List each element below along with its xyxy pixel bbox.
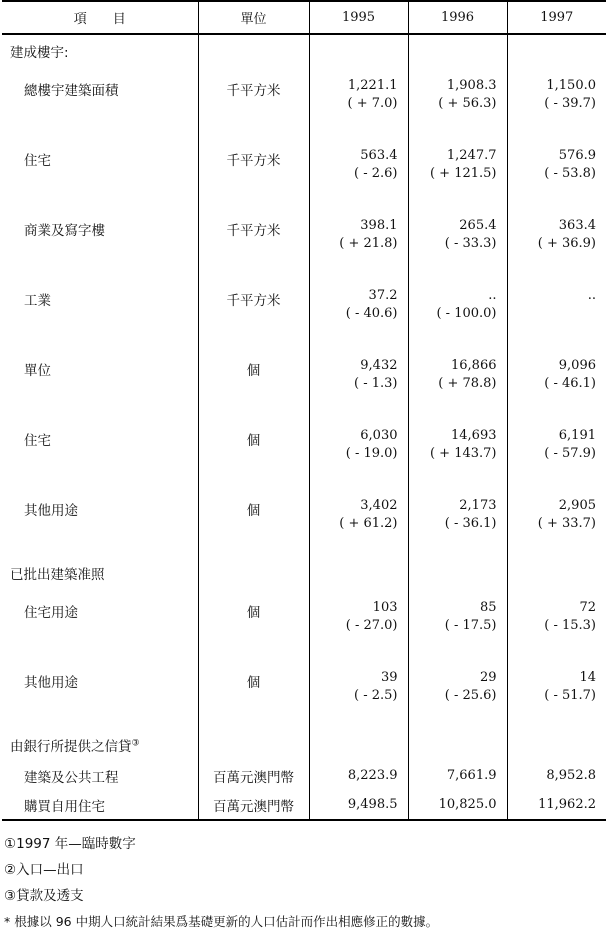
percent-change: ( - 100.0) bbox=[436, 306, 497, 321]
row-label: 商業及寫字樓 bbox=[2, 207, 198, 277]
value: 29 bbox=[479, 670, 497, 685]
value: 103 bbox=[372, 600, 398, 615]
percent-change: ( - 15.3) bbox=[544, 618, 596, 633]
value-cell bbox=[408, 277, 507, 347]
percent-change: ( + 121.5) bbox=[429, 166, 497, 181]
table-header-row bbox=[2, 1, 606, 34]
header-item: 項 目 bbox=[2, 1, 198, 34]
section-row bbox=[2, 34, 606, 67]
value: 16,866 bbox=[451, 358, 497, 373]
value-cell bbox=[309, 277, 408, 347]
row-label: 總樓宇建築面積 bbox=[2, 67, 198, 137]
section-title-text: 已批出建築准照 bbox=[10, 567, 105, 583]
value-cell bbox=[507, 67, 606, 137]
table-row bbox=[2, 347, 606, 417]
row-unit: 千平方米 bbox=[198, 137, 309, 207]
value-cell bbox=[309, 589, 408, 659]
percent-change: ( - 17.5) bbox=[444, 618, 497, 633]
footnote: * 根據以 96 中期人口統計結果爲基礎更新的人口估計而作出相應修正的數據。 bbox=[4, 914, 439, 929]
table-row bbox=[2, 207, 606, 277]
row-label: 其他用途 bbox=[2, 487, 198, 557]
percent-change: ( + 33.7) bbox=[537, 516, 596, 531]
value-cell bbox=[507, 207, 606, 277]
percent-change: ( + 36.9) bbox=[537, 236, 596, 251]
value-cell bbox=[408, 137, 507, 207]
value-cell bbox=[408, 790, 507, 820]
table-row bbox=[2, 417, 606, 487]
table-row bbox=[2, 659, 606, 729]
value-cell bbox=[408, 761, 507, 790]
percent-change: ( - 51.7) bbox=[544, 688, 596, 703]
percent-change: ( + 21.8) bbox=[339, 236, 398, 251]
percent-change: ( - 36.1) bbox=[444, 516, 497, 531]
value: 1,247.7 bbox=[446, 148, 497, 163]
value-cell bbox=[507, 417, 606, 487]
section-title bbox=[2, 557, 198, 589]
value: 8,223.9 bbox=[347, 767, 398, 783]
percent-change: ( - 33.3) bbox=[444, 236, 497, 251]
value: 9,498.5 bbox=[347, 796, 398, 812]
percent-change: ( - 57.9) bbox=[544, 446, 596, 461]
value-cell bbox=[309, 137, 408, 207]
value: 7,661.9 bbox=[446, 767, 497, 783]
percent-change: ( - 19.0) bbox=[345, 446, 398, 461]
value: 1,908.3 bbox=[446, 78, 497, 93]
value: 398.1 bbox=[360, 218, 398, 233]
section-title-text: 建成樓宇: bbox=[10, 45, 69, 61]
value: 14 bbox=[579, 670, 596, 685]
table-row bbox=[2, 67, 606, 137]
statistics-table bbox=[2, 0, 606, 821]
value: 10,825.0 bbox=[438, 796, 497, 812]
value-cell bbox=[408, 659, 507, 729]
row-unit: 個 bbox=[198, 347, 309, 417]
percent-change: ( - 2.5) bbox=[354, 688, 398, 703]
footnote-marker: ③ bbox=[131, 738, 140, 749]
row-unit: 個 bbox=[198, 417, 309, 487]
value-cell bbox=[408, 347, 507, 417]
row-label: 其他用途 bbox=[2, 659, 198, 729]
table-row bbox=[2, 277, 606, 347]
value-cell bbox=[408, 67, 507, 137]
table-row bbox=[2, 487, 606, 557]
value-cell bbox=[507, 761, 606, 790]
value: .. bbox=[587, 288, 596, 303]
percent-change: ( - 53.8) bbox=[544, 166, 596, 181]
percent-change: ( - 46.1) bbox=[544, 376, 596, 391]
value: 363.4 bbox=[558, 218, 596, 233]
table-body bbox=[2, 34, 606, 820]
value-cell bbox=[408, 417, 507, 487]
header-unit: 單位 bbox=[198, 1, 309, 34]
section-row bbox=[2, 557, 606, 589]
value: 3,402 bbox=[360, 498, 398, 513]
percent-change: ( - 1.3) bbox=[354, 376, 398, 391]
value-cell bbox=[408, 207, 507, 277]
row-label: 購買自用住宅 bbox=[2, 790, 198, 820]
value: 576.9 bbox=[558, 148, 596, 163]
value-cell bbox=[507, 790, 606, 820]
footnote: ③貸款及透支 bbox=[4, 888, 84, 904]
row-unit: 個 bbox=[198, 487, 309, 557]
table-row bbox=[2, 761, 606, 790]
percent-change: ( - 40.6) bbox=[345, 306, 398, 321]
value-cell bbox=[309, 790, 408, 820]
row-label: 住宅用途 bbox=[2, 589, 198, 659]
footnotes bbox=[2, 831, 606, 935]
row-unit: 個 bbox=[198, 659, 309, 729]
row-unit: 千平方米 bbox=[198, 207, 309, 277]
row-unit: 千平方米 bbox=[198, 277, 309, 347]
row-unit: 百萬元澳門幣 bbox=[198, 790, 309, 820]
value: 1,150.0 bbox=[546, 78, 596, 93]
value: 2,173 bbox=[459, 498, 497, 513]
value-cell bbox=[309, 761, 408, 790]
table-row bbox=[2, 790, 606, 820]
row-label: 工業 bbox=[2, 277, 198, 347]
value-cell bbox=[309, 347, 408, 417]
row-unit: 百萬元澳門幣 bbox=[198, 761, 309, 790]
header-year-1997: 1997 bbox=[507, 1, 606, 34]
value: 11,962.2 bbox=[538, 796, 596, 812]
value: 37.2 bbox=[368, 288, 398, 303]
table-row bbox=[2, 589, 606, 659]
value: 39 bbox=[380, 670, 398, 685]
statistics-document bbox=[2, 0, 606, 935]
row-label: 住宅 bbox=[2, 417, 198, 487]
footnote: ①1997 年—臨時數字 bbox=[4, 836, 136, 852]
percent-change: ( + 78.8) bbox=[438, 376, 497, 391]
value-cell bbox=[507, 487, 606, 557]
percent-change: ( - 25.6) bbox=[444, 688, 497, 703]
value-cell bbox=[507, 277, 606, 347]
value: 6,030 bbox=[360, 428, 398, 443]
value: .. bbox=[488, 288, 497, 303]
section-title bbox=[2, 34, 198, 67]
value: 85 bbox=[479, 600, 497, 615]
header-year-1996: 1996 bbox=[408, 1, 507, 34]
value-cell bbox=[309, 659, 408, 729]
value: 563.4 bbox=[360, 148, 398, 163]
footnote: ②入口—出口 bbox=[4, 862, 84, 878]
value-cell bbox=[507, 589, 606, 659]
value: 9,096 bbox=[558, 358, 596, 373]
percent-change: ( + 143.7) bbox=[429, 446, 497, 461]
value-cell bbox=[309, 417, 408, 487]
row-label: 住宅 bbox=[2, 137, 198, 207]
section-row bbox=[2, 729, 606, 761]
row-unit: 個 bbox=[198, 589, 309, 659]
header-year-1995: 1995 bbox=[309, 1, 408, 34]
value: 2,905 bbox=[558, 498, 596, 513]
value-cell bbox=[408, 589, 507, 659]
percent-change: ( + 56.3) bbox=[438, 96, 497, 111]
row-label: 單位 bbox=[2, 347, 198, 417]
percent-change: ( + 61.2) bbox=[339, 516, 398, 531]
percent-change: ( - 2.6) bbox=[354, 166, 398, 181]
value: 14,693 bbox=[451, 428, 497, 443]
percent-change: ( - 39.7) bbox=[544, 96, 596, 111]
value: 72 bbox=[579, 600, 596, 615]
value: 9,432 bbox=[360, 358, 398, 373]
section-title-text: 由銀行所提供之信貸 bbox=[10, 739, 132, 755]
value-cell bbox=[309, 67, 408, 137]
percent-change: ( - 27.0) bbox=[345, 618, 398, 633]
value: 1,221.1 bbox=[347, 78, 398, 93]
table-row bbox=[2, 137, 606, 207]
value: 265.4 bbox=[459, 218, 497, 233]
value-cell bbox=[309, 207, 408, 277]
row-unit: 千平方米 bbox=[198, 67, 309, 137]
value: 6,191 bbox=[558, 428, 596, 443]
row-label: 建築及公共工程 bbox=[2, 761, 198, 790]
value-cell bbox=[309, 487, 408, 557]
value-cell bbox=[507, 347, 606, 417]
value-cell bbox=[507, 659, 606, 729]
percent-change: ( + 7.0) bbox=[347, 96, 398, 111]
value-cell bbox=[507, 137, 606, 207]
value: 8,952.8 bbox=[546, 767, 596, 783]
value-cell bbox=[408, 487, 507, 557]
section-title bbox=[2, 729, 198, 761]
